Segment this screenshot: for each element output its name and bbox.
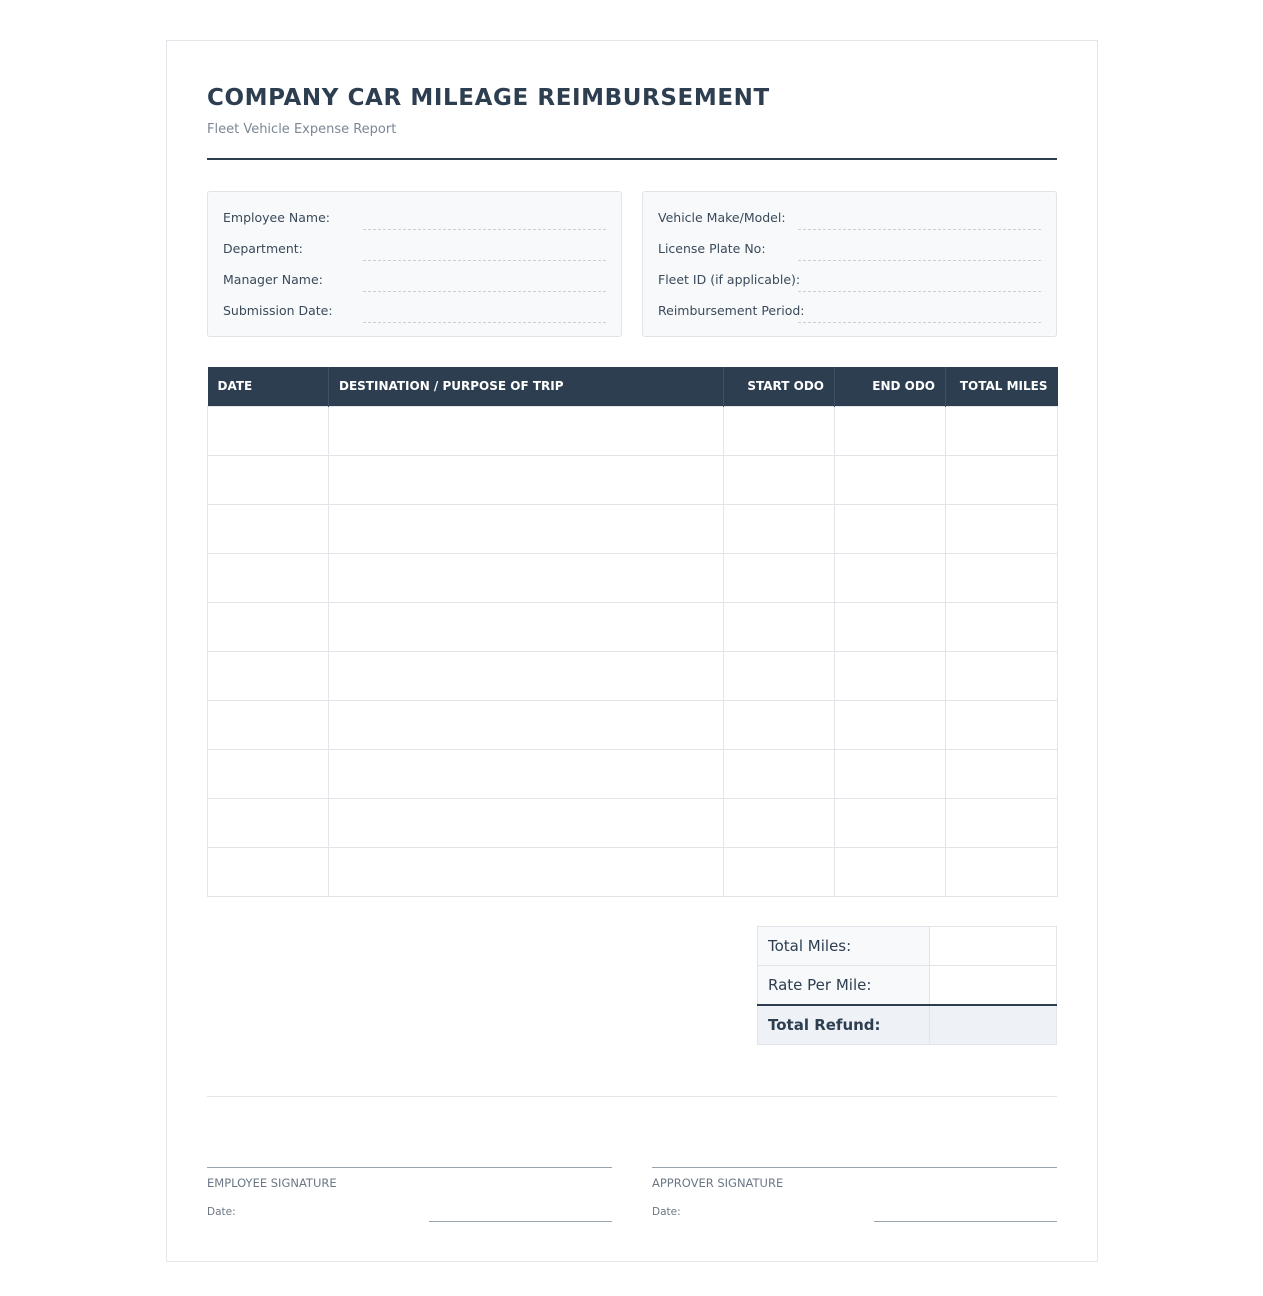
approver-date-line[interactable] [874, 1221, 1057, 1222]
table-cell[interactable] [835, 602, 946, 651]
approver-signature-line[interactable] [652, 1167, 1057, 1168]
table-cell[interactable] [208, 455, 329, 504]
table-row [208, 749, 1058, 798]
table-cell[interactable] [946, 847, 1058, 896]
table-cell[interactable] [329, 651, 724, 700]
table-header-row [208, 367, 1058, 406]
table-cell[interactable] [835, 847, 946, 896]
table-cell[interactable] [329, 504, 724, 553]
table-cell[interactable] [946, 749, 1058, 798]
table-cell[interactable] [835, 455, 946, 504]
vehicle-model-field[interactable] [658, 210, 1041, 230]
employee-date-row [207, 1206, 612, 1222]
department-field[interactable] [223, 241, 606, 261]
total-refund-label: Total Refund: [758, 1005, 930, 1045]
column-header-total-miles: TOTAL MILES [946, 367, 1058, 406]
column-header-date: DATE [208, 367, 329, 406]
table-cell[interactable] [724, 700, 835, 749]
total-refund-row [758, 1005, 1057, 1045]
table-row [208, 847, 1058, 896]
table-cell[interactable] [946, 700, 1058, 749]
page-title: COMPANY CAR MILEAGE REIMBURSEMENT [207, 85, 770, 111]
field-input-line[interactable] [798, 291, 1041, 292]
table-cell[interactable] [835, 553, 946, 602]
page-subtitle: Fleet Vehicle Expense Report [207, 122, 397, 137]
field-input-line[interactable] [798, 322, 1041, 323]
rate-per-mile-label: Rate Per Mile: [758, 966, 930, 1005]
table-cell[interactable] [724, 406, 835, 455]
field-label: Manager Name: [223, 272, 323, 287]
table-row [208, 602, 1058, 651]
total-miles-label: Total Miles: [758, 927, 930, 966]
submission-date-field[interactable] [223, 303, 606, 323]
table-cell[interactable] [946, 553, 1058, 602]
table-cell[interactable] [724, 798, 835, 847]
table-cell[interactable] [208, 651, 329, 700]
table-cell[interactable] [835, 406, 946, 455]
total-refund-value[interactable] [930, 1005, 1057, 1045]
license-plate-field[interactable] [658, 241, 1041, 261]
employee-info-panel [207, 191, 622, 337]
table-row [208, 700, 1058, 749]
table-cell[interactable] [208, 553, 329, 602]
table-cell[interactable] [724, 651, 835, 700]
approver-date-row [652, 1206, 1057, 1222]
table-cell[interactable] [208, 798, 329, 847]
vehicle-info-panel [642, 191, 1057, 337]
trip-log-table [207, 367, 1058, 897]
table-cell[interactable] [835, 798, 946, 847]
table-cell[interactable] [724, 504, 835, 553]
column-header-destination: DESTINATION / PURPOSE OF TRIP [329, 367, 724, 406]
table-cell[interactable] [208, 406, 329, 455]
table-cell[interactable] [724, 553, 835, 602]
table-cell[interactable] [208, 504, 329, 553]
totals-summary [757, 926, 1057, 1045]
table-row [208, 504, 1058, 553]
table-row [208, 455, 1058, 504]
table-cell[interactable] [208, 847, 329, 896]
field-input-line[interactable] [363, 229, 606, 230]
table-cell[interactable] [724, 455, 835, 504]
table-cell[interactable] [329, 602, 724, 651]
title-divider [207, 158, 1057, 160]
employee-date-line[interactable] [429, 1221, 612, 1222]
manager-name-field[interactable] [223, 272, 606, 292]
field-label: Employee Name: [223, 210, 330, 225]
rate-per-mile-row [758, 966, 1057, 1005]
column-header-end-odo: END ODO [835, 367, 946, 406]
field-label: License Plate No: [658, 241, 766, 256]
field-input-line[interactable] [363, 322, 606, 323]
date-label: Date: [207, 1206, 236, 1218]
signature-divider [207, 1096, 1057, 1097]
table-row [208, 651, 1058, 700]
table-cell[interactable] [208, 602, 329, 651]
table-row [208, 406, 1058, 455]
table-cell[interactable] [835, 700, 946, 749]
table-cell[interactable] [329, 700, 724, 749]
trip-table-body [208, 406, 1058, 896]
table-cell[interactable] [329, 798, 724, 847]
total-miles-row [758, 927, 1057, 966]
table-cell[interactable] [329, 847, 724, 896]
table-cell[interactable] [946, 455, 1058, 504]
table-row [208, 798, 1058, 847]
approver-signature-block [652, 1167, 1057, 1222]
field-label: Fleet ID (if applicable): [658, 272, 801, 287]
field-label: Submission Date: [223, 303, 333, 318]
table-cell[interactable] [724, 602, 835, 651]
table-cell[interactable] [835, 504, 946, 553]
column-header-start-odo: START ODO [724, 367, 835, 406]
report-page [166, 40, 1098, 1262]
date-label: Date: [652, 1206, 681, 1218]
rate-per-mile-value[interactable] [930, 966, 1057, 1005]
fleet-id-field[interactable] [658, 272, 1041, 292]
table-cell[interactable] [329, 406, 724, 455]
field-input-line[interactable] [363, 260, 606, 261]
table-cell[interactable] [208, 700, 329, 749]
field-label: Reimbursement Period: [658, 303, 805, 318]
employee-signature-label: EMPLOYEE SIGNATURE [207, 1176, 337, 1190]
total-miles-value[interactable] [930, 927, 1057, 966]
table-cell[interactable] [946, 406, 1058, 455]
employee-signature-block [207, 1167, 612, 1222]
approver-signature-label: APPROVER SIGNATURE [652, 1176, 784, 1190]
table-cell[interactable] [946, 798, 1058, 847]
field-input-line[interactable] [798, 260, 1041, 261]
field-input-line[interactable] [363, 291, 606, 292]
table-cell[interactable] [329, 455, 724, 504]
table-cell[interactable] [208, 749, 329, 798]
table-cell[interactable] [724, 749, 835, 798]
table-cell[interactable] [329, 553, 724, 602]
employee-name-field[interactable] [223, 210, 606, 230]
field-label: Vehicle Make/Model: [658, 210, 786, 225]
table-cell[interactable] [946, 651, 1058, 700]
table-cell[interactable] [329, 749, 724, 798]
table-row [208, 553, 1058, 602]
table-cell[interactable] [946, 504, 1058, 553]
table-cell[interactable] [835, 749, 946, 798]
field-input-line[interactable] [798, 229, 1041, 230]
reimbursement-period-field[interactable] [658, 303, 1041, 323]
table-cell[interactable] [724, 847, 835, 896]
table-cell[interactable] [835, 651, 946, 700]
table-cell[interactable] [946, 602, 1058, 651]
field-label: Department: [223, 241, 303, 256]
employee-signature-line[interactable] [207, 1167, 612, 1168]
